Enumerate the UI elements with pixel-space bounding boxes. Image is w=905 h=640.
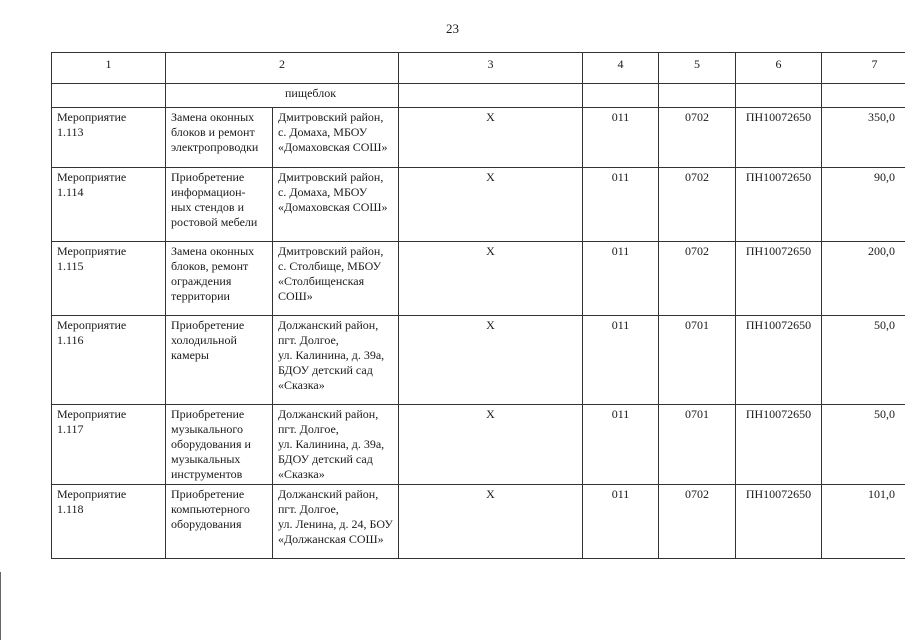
col6-cell: ПН10072650 [736,242,822,316]
scan-edge-mark [0,572,1,640]
measure-cell: Мероприятие 1.118 [52,485,166,559]
col3-cell: Х [399,316,583,405]
col4-cell: 011 [583,316,659,405]
col6-cell: ПН10072650 [736,316,822,405]
measure-cell: Мероприятие 1.115 [52,242,166,316]
description-cell: Приобретение холодильной камеры [166,316,273,405]
description-cell: Приобретение информацион- ных стендов и ростовой мебели [166,168,273,242]
col5-cell: 0702 [659,485,736,559]
continuation-col-7 [822,84,905,108]
header-col-4: 4 [583,53,659,84]
col5-cell: 0702 [659,168,736,242]
col4-cell: 011 [583,485,659,559]
table-row [52,168,905,242]
col7-cell: 350,0 [822,108,905,168]
col7-cell: 50,0 [822,405,905,485]
col7-cell: 101,0 [822,485,905,559]
location-cell: Дмитровский район, с. Столбище, МБОУ «Столбищенская СОШ» [273,242,399,316]
description-cell: Замена оконных блоков, ремонт ограждения территории [166,242,273,316]
col6-cell: ПН10072650 [736,168,822,242]
location-cell: Должанский район, пгт. Долгое, ул. Калинина, д. 39а, БДОУ детский сад «Сказка» [273,405,399,485]
header-col-1: 1 [52,53,166,84]
col7-cell: 50,0 [822,316,905,405]
description-cell: Приобретение компьютерного оборудования [166,485,273,559]
table-row [52,316,905,405]
continuation-col-4 [583,84,659,108]
table-row [52,242,905,316]
col3-cell: Х [399,242,583,316]
measure-cell: Мероприятие 1.113 [52,108,166,168]
col6-cell: ПН10072650 [736,405,822,485]
col4-cell: 011 [583,168,659,242]
continuation-col-5 [659,84,736,108]
location-cell: Дмитровский район, с. Домаха, МБОУ «Домаховская СОШ» [273,168,399,242]
header-col-2: 2 [166,53,399,84]
measure-cell: Мероприятие 1.117 [52,405,166,485]
location-cell: Должанский район, пгт. Долгое, ул. Калинина, д. 39а, БДОУ детский сад «Сказка» [273,316,399,405]
col3-cell: Х [399,108,583,168]
budget-table [51,52,905,559]
col4-cell: 011 [583,405,659,485]
header-col-5: 5 [659,53,736,84]
table-row [52,108,905,168]
col6-cell: ПН10072650 [736,485,822,559]
col4-cell: 011 [583,242,659,316]
continuation-col-2: пищеблок [166,84,399,108]
continuation-col-6 [736,84,822,108]
continuation-col-1 [52,84,166,108]
header-col-6: 6 [736,53,822,84]
col5-cell: 0701 [659,316,736,405]
page-number: 23 [446,21,459,36]
location-cell: Дмитровский район, с. Домаха, МБОУ «Домаховская СОШ» [273,108,399,168]
header-row [52,53,905,84]
col5-cell: 0702 [659,108,736,168]
col4-cell: 011 [583,108,659,168]
measure-cell: Мероприятие 1.114 [52,168,166,242]
col3-cell: Х [399,485,583,559]
table-row [52,405,905,485]
col6-cell: ПН10072650 [736,108,822,168]
header-col-7: 7 [822,53,905,84]
description-cell: Приобретение музыкального оборудования и музыкальных инструментов [166,405,273,485]
table-row [52,485,905,559]
location-cell: Должанский район, пгт. Долгое, ул. Ленина, д. 24, БОУ «Должанская СОШ» [273,485,399,559]
col5-cell: 0702 [659,242,736,316]
measure-cell: Мероприятие 1.116 [52,316,166,405]
col7-cell: 90,0 [822,168,905,242]
description-cell: Замена оконных блоков и ремонт электропроводки [166,108,273,168]
col3-cell: Х [399,168,583,242]
col5-cell: 0701 [659,405,736,485]
header-col-3: 3 [399,53,583,84]
continuation-col-3 [399,84,583,108]
continuation-row [52,84,905,108]
col3-cell: Х [399,405,583,485]
col7-cell: 200,0 [822,242,905,316]
